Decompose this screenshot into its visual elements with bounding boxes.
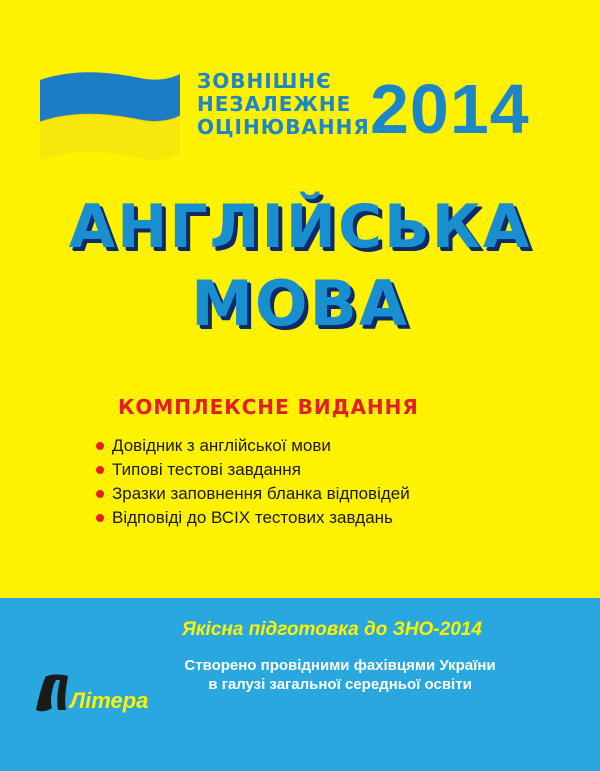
svg-text:Літера: Літера (70, 688, 149, 713)
bullet-icon (96, 514, 104, 522)
tagline: Якісна підготовка до ЗНО-2014 (182, 619, 482, 640)
exam-line-3: ОЦІНЮВАННЯ (197, 115, 370, 139)
description-line-1: Створено провідними фахівцями України (184, 657, 496, 674)
litera-logo (28, 670, 149, 716)
book-title-line-1: АНГЛІЙСЬКА (68, 192, 532, 262)
bullet-icon (96, 442, 104, 450)
book-title-line-2: МОВА (191, 267, 409, 340)
exam-line-2: НЕЗАЛЕЖНЕ (197, 92, 352, 116)
feature-item (96, 458, 410, 482)
feature-text: Відповіді до ВСІХ тестових завдань (112, 508, 393, 527)
feature-item (96, 506, 410, 530)
bullet-icon (96, 466, 104, 474)
ukraine-flag-icon (40, 68, 180, 164)
feature-item (96, 434, 410, 458)
exam-name (197, 69, 370, 139)
feature-list (96, 434, 410, 530)
description (170, 656, 510, 694)
edition-label: КОМПЛЕКСНЕ ВИДАННЯ (118, 395, 419, 419)
exam-year: 2014 (370, 70, 530, 148)
feature-item (96, 482, 410, 506)
exam-line-1: ЗОВНІШНЄ (197, 69, 332, 93)
bullet-icon (96, 490, 104, 498)
feature-text: Зразки заповнення бланка відповідей (112, 484, 410, 503)
feature-text: Типові тестові завдання (112, 460, 301, 479)
description-line-2: в галузі загальної середньої освіти (208, 676, 472, 693)
feature-text: Довідник з англійської мови (112, 436, 331, 455)
